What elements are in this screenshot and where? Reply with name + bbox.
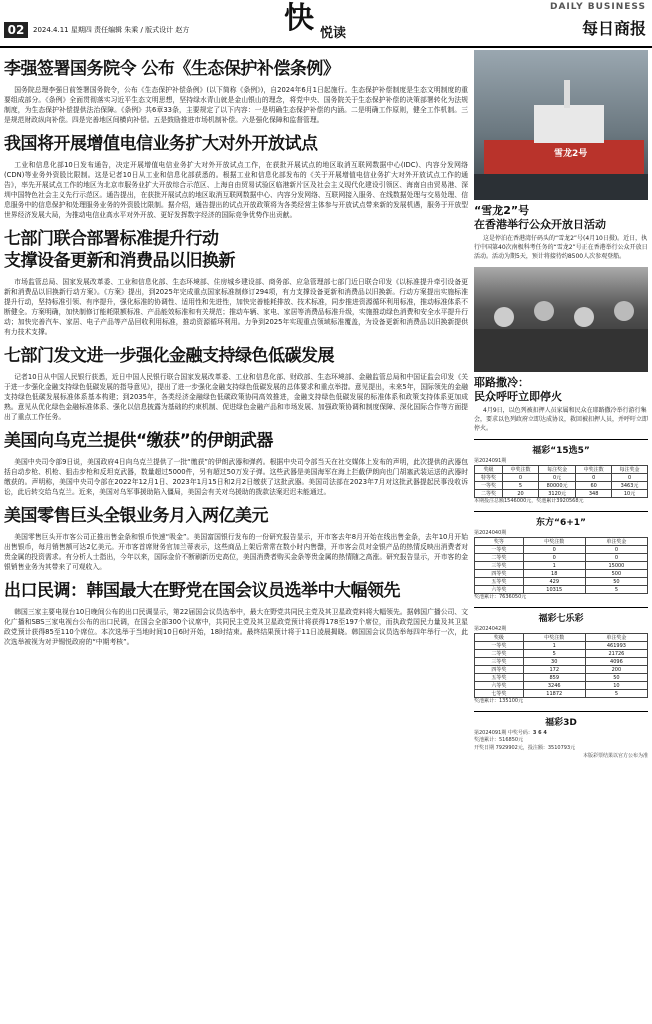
prize-cell: 1 [523,562,585,570]
article-2 [4,133,468,220]
prize-row [475,642,648,650]
prize-cell: 0 [585,546,647,554]
lottery-15x5 [474,439,648,505]
prize-cell: 单注奖金 [585,634,647,642]
prize-row [475,546,648,554]
article-title: 美国向乌克兰提供“缴获”的伊朗武器 [4,431,273,451]
article-title: 李强签署国务院令 公布《生态保护补偿条例》 [4,59,340,79]
main-column [4,50,468,651]
prize-cell: 五等奖 [475,578,524,586]
article-4 [4,345,468,422]
prize-cell: 中奖注数 [576,466,612,474]
article-body: 国务院总理李强日前签署国务院令，公布《生态保护补偿条例》(以下简称《条例》)，自2024年6月1日起施行。生态保护补偿制度是生态文明制度的重要组成部分。《条例》全面贯彻落实习近平生态文明思想，坚持绿水青山就是金山银山的理念，将党中央、国务院关于生态保护补偿的决策部署转化为法规制度，为生态保护补偿提供法治保障。《条例》共6章33条，主要规定了以下内容：一是明确生态保护补偿的内涵。二是明确工作原则，健全工作机制。三是规范财政纵向补偿。四是完善地区间横向补偿。五是鼓励推进市场机制补偿。六是强化保障和监督管理。 [4,86,468,124]
lottery-footer [474,744,648,760]
prize-cell: 5 [503,482,539,490]
section-logo: 快 [284,1,314,36]
prize-cell: 一等奖 [475,482,503,490]
prize-cell: 5 [585,586,647,594]
article-body: 美国零售巨头开市客公司正推出售金条和银币快速“吸金”。美国富国银行发布的一份研究报告显示，开市客去年8月开始在线出售金条，去年10月开始出售银币，每月销售额可达2亿美元。开市客首席财务官加兰蒂表示，这些商品上架后常常在数小时内售罄，开市客会员对金银产品的热情反映出消费者对贵金属的投资需求。有分析人士指出，今年以来，国际金价不断刷新历史高位，美国消费者购买金条等贵金属的热情随之高涨。研究报告显示，开市客的金银销售业务为其带来了可观收入。 [4,533,468,571]
lottery-title: 福彩“15选5” [532,446,590,456]
article-body: 记者10日从中国人民银行获悉，近日中国人民银行联合国家发展改革委、工业和信息化部、财政部、生态环境部、金融监管总局和中国证监会印发《关于进一步强化金融支持绿色低碳发展的指导意见》，提出了进一步强化金融支持绿色低碳发展的总体要求和重点举措。意见提出，未来5年，国际领先的金融支持绿色低碳发展标准体系基本构建；到2035年，各类经济金融绿色低碳政策协同高效推进，金融支持绿色低碳发展的标准体系和政策支持体系更加成熟。意见从优化绿色金融标准体系、强化以信息披露为基础的约束机制、促进绿色金融产品和市场发展、加强政策协调和制度保障、深化国际合作等方面提出了重点工作任务。 [4,373,468,421]
prize-row [475,490,648,498]
prize-cell: 5 [585,690,647,698]
prize-cell: 1 [523,642,585,650]
article-title: 美国零售巨头全银业务月入两亿美元 [4,506,268,526]
prize-cell: 50 [585,674,647,682]
caption-text: 这是停泊在香港湾仔码头的“雪龙2”号(4月10日摄)。近日，执行中国第40次南极科考任务的“雪龙2”号正在香港举行公众开放日活动。活动为期5天，预计将接待约8500人次参观登船。 [474,235,648,260]
prize-row [475,466,648,474]
caption-title: 耶路撒冷： 民众呼吁立即停火 [474,376,562,403]
prize-cell: 六等奖 [475,682,524,690]
prize-cell: 11872 [523,690,585,698]
lottery-title: 福彩3D [545,718,577,728]
prize-row [475,674,648,682]
prize-table [474,465,648,498]
prize-row [475,658,648,666]
prize-table [474,537,648,594]
lottery-title: 福彩七乐彩 [538,614,584,624]
prize-cell: 三等奖 [475,562,524,570]
article-7 [4,580,468,647]
page-header [0,0,652,48]
prize-table [474,633,648,698]
lottery-6plus1 [474,511,648,601]
prize-row [475,570,648,578]
prize-cell: 15000 [585,562,647,570]
prize-cell: 每注奖金 [612,466,648,474]
prize-cell: 四等奖 [475,666,524,674]
prize-cell: 特等奖 [475,474,503,482]
prize-row [475,690,648,698]
footer-note: 本版彩票结果以官方公布为准 [582,753,648,759]
protest-photo [474,267,648,372]
prize-cell: 七等奖 [475,690,524,698]
prize-cell: 10315 [523,586,585,594]
prize-cell: 3246 [523,682,585,690]
pool-note: 奖池累计：7636050元 [474,594,527,600]
prize-cell: 859 [523,674,585,682]
photo-caption-1 [474,204,648,261]
article-body: 工业和信息化部10日发布通告，决定开展增值电信业务扩大对外开放试点工作，在获批开展试点的地区取消互联网数据中心(IDC)、内容分发网络(CDN)等业务外资股比限制。这是记者10日从工业和信息化部获悉的。根据工业和信息化部发布的《关于开展增值电信业务扩大对外开放试点工作的通告》，率先开展试点工作的地区为北京市服务业扩大开放综合示范区、上海自由贸易试验区临港新片区及社会主义现代化建设引领区、海南自由贸易港、深圳中国特色社会主义先行示范区。通告提出，在获批开展试点的地区取消互联网数据中心、内容分发网络、互联网接入服务、在线数据处理与交易处理、信息服务中的信息保护和处理服务业务的外资股比限制。据介绍，通告提出的试点开放政策将为各类经营主体参与开放试点带来新的发展机遇，服务于开放型世界经济发展大局，为推动电信业高水平对外开放、更好发挥数字经济的国际竞争优势作出贡献。 [4,161,468,219]
prize-cell: 一等奖 [475,546,524,554]
caption-title: “雪龙2”号 在香港举行公众开放日活动 [474,204,606,231]
article-title: 七部门联合部署标准提升行动 支撑设备更新和消费品以旧换新 [4,229,235,271]
prize-cell: 一等奖 [475,642,524,650]
pool-note: 奖池累计：135100元 [474,698,524,704]
brand-chinese: 每日商报 [581,19,646,38]
prize-cell: 五等奖 [475,674,524,682]
side-column [474,50,648,760]
prize-cell: 每注奖金 [538,466,575,474]
prize-cell: 三等奖 [475,658,524,666]
prize-row [475,562,648,570]
prize-cell: 429 [523,578,585,586]
prize-cell: 3463元 [612,482,648,490]
issue-label: 第2024091期 [474,730,507,736]
prize-cell: 0 [612,474,648,482]
lottery-issue [474,730,648,737]
article-body: 美国中央司令部9日说，美国政府4日向乌克兰提供了一批“缴获”的伊朗武器和弹药。根据中央司令部当天在社交媒体上发布的声明，此次提供的武器包括自动步枪、机枪、狙击步枪和反坦克武器，数量超过5000件，另有超过50万发子弹。这些武器是美国海军在海上拦截伊朗向也门胡塞武装运送的武器时缴获的。声明称，美国中央司令部在2022年12月1日、2023年1月15日和2月2日缴获了这批武器。美国司法部在2023年7月对这批武器提起民事没收诉讼，此后转交给乌克兰。近来，美国对乌军事援助陷入僵局，美国会有关对乌援助的拨款法案迟迟未能通过。 [4,458,468,496]
prize-cell: 0元 [538,474,575,482]
lottery-issue: 第2024091期 [474,458,507,464]
prize-cell: 奖级 [475,634,524,642]
prize-cell: 200 [585,666,647,674]
caption-text: 4月9日，以色列被扣押人员家属和民众在耶路撒冷举行游行集会，要求以色列政府立即达成协议，救回被扣押人员，并呼吁立即停火。 [474,407,649,432]
prize-cell: 50 [585,578,647,586]
prize-cell: 5 [523,650,585,658]
footer-pool: 开奖日期 7929902元，投注额：3510793元 [474,745,576,751]
prize-cell: 172 [523,666,585,674]
photo-caption-2 [474,376,648,433]
prize-cell: 3120元 [538,490,575,498]
article-3 [4,228,468,337]
pool-note: 奖池累计：516850元 [474,737,524,743]
lottery-issue: 第2024040期 [474,530,507,536]
prize-cell: 奖等 [475,538,524,546]
prize-row [475,682,648,690]
prize-cell: 0 [576,474,612,482]
prize-cell: 0 [523,546,585,554]
prize-cell: 二等奖 [475,490,503,498]
prize-cell: 461993 [585,642,647,650]
winning-numbers: 3 6 4 [532,730,547,736]
prize-row [475,634,648,642]
prize-cell: 四等奖 [475,570,524,578]
prize-row [475,474,648,482]
prize-cell: 奖级 [475,466,503,474]
prize-cell: 中奖注数 [523,634,585,642]
prize-cell: 30 [523,658,585,666]
prize-cell: 80000元 [538,482,575,490]
prize-row [475,586,648,594]
lottery-7lecai [474,607,648,705]
prize-cell: 六等奖 [475,586,524,594]
prize-cell: 348 [576,490,612,498]
article-body: 市场监管总局、国家发展改革委、工业和信息化部、生态环境部、住房城乡建设部、商务部、应急管理部七部门近日联合印发《以标准提升牵引设备更新和消费品以旧换新行动方案》。《方案》提出，到2025年完成重点国家标准制修订294项，有力支撑设备更新和消费品以旧换新。行动方案提出实施标准提升行动，坚持标准引领、有序提升，强化标准的协调性、适用性和先进性，加快完善能耗排放、技术标准，同步推进资源循环利用标准，推动标准体系不断健全。方案明确，加快制修订能耗限额标准、产品能效标准和有关规范；推动车辆、家电、家居等消费品标准升级，实施推动绿色消费和安全水平提升行动；加快完善汽车、家居、电子产品等产品回收利用标准，推动资源循环利用。力争到2025年实现重点领域标准覆盖，为设备更新和消费品以旧换新提供有力技术支撑。 [4,278,468,336]
prize-cell: 0 [523,554,585,562]
prize-cell: 10元 [612,490,648,498]
prize-cell: 中奖注数 [503,466,539,474]
article-title: 七部门发文进一步强化金融支持绿色低碳发展 [4,346,334,366]
lottery-title: 东方“6+1” [536,518,586,528]
prize-row [475,650,648,658]
section-name: 悦读 [320,26,347,41]
prize-row [475,554,648,562]
prize-cell: 二等奖 [475,554,524,562]
prize-cell: 4096 [585,658,647,666]
prize-row [475,578,648,586]
prize-cell: 500 [585,570,647,578]
article-title: 我国将开展增值电信业务扩大对外开放试点 [4,134,318,154]
brand-english: DAILY BUSINESS [549,2,646,12]
prize-cell: 中奖注数 [523,538,585,546]
date-line: 2024.4.11 星期四 责任编辑 朱乘 / 版式设计 赵方 [33,26,190,34]
lottery-issue: 第2024042期 [474,626,507,632]
prize-row [475,482,648,490]
lottery-3d [474,711,648,744]
prize-cell: 单注奖金 [585,538,647,546]
prize-cell: 20 [503,490,539,498]
prize-cell: 二等奖 [475,650,524,658]
prize-cell: 10 [585,682,647,690]
ship-photo [474,50,648,200]
pool-note: 本期投注总额1546000元，奖池累计3920568元 [474,498,584,504]
prize-cell: 21726 [585,650,647,658]
prize-row [475,666,648,674]
ship-label: 雪龙2号 [554,149,588,159]
page-number: 02 [4,22,28,38]
prize-cell: 0 [585,554,647,562]
prize-row [475,538,648,546]
prize-cell: 0 [503,474,539,482]
ship-icon [474,50,648,200]
prize-cell: 60 [576,482,612,490]
article-5 [4,430,468,497]
article-body: 韩国三家主要电视台10日晚间公布的出口民调显示，第22届国会议员选举中，最大在野党共同民主党及其卫星政党料将大幅领先。据韩国广播公司、文化广播和SBS三家电视台公布的出口民调，在国会全部300个议席中，共同民主党及其卫星政党预计将获得178至197个席位，而执政党国民力量及其卫星政党预计获得85至110个席位。本次选举于当地时间10日6时开始，18时结束。最终结果预计将于11日凌晨揭晓。韩国国会议员选举每四年举行一次，此次选举被视为对尹锡悦政府的“中期考核”。 [4,608,468,646]
crowd-icon [474,267,648,372]
prize-cell: 18 [523,570,585,578]
article-1 [4,58,468,125]
article-title: 出口民调：韩国最大在野党在国会议员选举中大幅领先 [4,581,400,601]
article-6 [4,505,468,572]
winning-label: 中奖号码： [507,730,533,736]
